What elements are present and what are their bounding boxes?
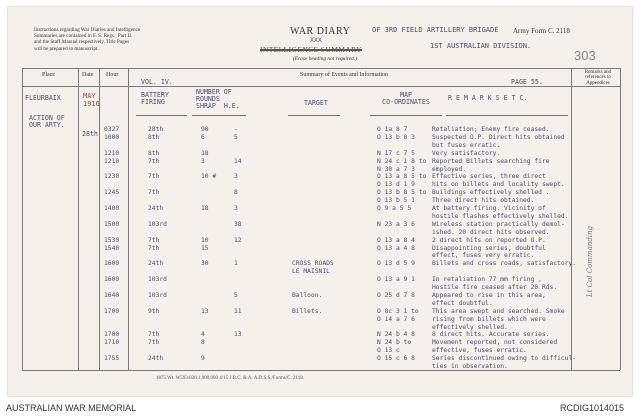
- instructions-block: [34, 27, 140, 52]
- row-target: Balloon.: [292, 291, 323, 299]
- row-remark: hits on billets and locality swept.: [432, 181, 565, 189]
- row-coordinates: N 17 c 7 5: [377, 149, 415, 157]
- col-remarks-line: references to: [585, 75, 611, 81]
- row-battery: 24th: [148, 260, 164, 268]
- row-battery: 103rd: [148, 291, 167, 299]
- row-target: CROSS ROADS: [292, 260, 334, 268]
- place-fleurbaix: FLEURBAIX: [25, 94, 61, 102]
- row-remark: Hostile fire ceased after 20 Rds.: [432, 284, 558, 291]
- page-stamp: 303: [574, 48, 596, 63]
- row-battery: 7th: [148, 244, 160, 252]
- header-underline: [370, 115, 442, 116]
- row-remark: ties in observation.: [432, 363, 508, 370]
- row-remark: effect, fuses very erratic.: [432, 252, 535, 260]
- header-underline: [446, 115, 568, 116]
- row-shrap: 3: [201, 157, 205, 165]
- header-underline: [192, 115, 246, 116]
- row-coordinates: O 15 c 6 8: [377, 355, 415, 363]
- row-shrap: 15: [201, 244, 209, 252]
- rounds-header: [196, 89, 240, 110]
- row-hour: 1600: [104, 260, 120, 268]
- row-shrap: 13: [201, 307, 209, 315]
- battery-header: [141, 92, 169, 106]
- row-hour: 1700: [104, 307, 120, 315]
- row-coordinates: N 23 a 3 6: [377, 220, 415, 228]
- place-action: ACTION OF: [29, 114, 65, 122]
- col-hour: Hour: [106, 72, 119, 78]
- place-arty: OUR ARTY.: [29, 121, 65, 129]
- row-coordinates: O 1a 8 7: [377, 126, 408, 133]
- archive-name: AUSTRALIAN WAR MEMORIAL: [6, 403, 137, 413]
- row-battery: 7th: [148, 331, 160, 339]
- row-he: -: [234, 126, 238, 133]
- row-coordinates: O 13 b 8 5 to: [377, 189, 427, 197]
- archive-id: RCDIG1014015: [560, 403, 625, 413]
- frame-bottom-line: [22, 370, 620, 371]
- row-remark: employed.: [432, 165, 467, 173]
- row-remark: Appeared to rise in this area,: [432, 291, 546, 299]
- instruction-line: Instructions regarding War Diaries and Intelligence: [34, 27, 141, 33]
- war-diary-page: [8, 7, 632, 396]
- row-shrap: 10: [201, 236, 209, 244]
- header-underline: [288, 115, 340, 116]
- row-shrap: 90: [201, 126, 209, 133]
- date-month: MAY: [83, 92, 96, 100]
- row-he: 5: [234, 291, 238, 299]
- map-header-line: CO-ORDINATES: [382, 98, 430, 106]
- row-target: LE MAISNIL: [292, 268, 330, 276]
- row-he: 3: [234, 173, 238, 181]
- row-battery: 7th: [148, 189, 160, 197]
- row-he: 11: [234, 307, 242, 315]
- row-battery: 7th: [148, 236, 160, 244]
- row-shrap: 4: [201, 331, 205, 339]
- row-remark: Retaliation; Enemy fire ceased.: [432, 126, 550, 133]
- row-coordinates: O 13 a 9 1: [377, 276, 415, 284]
- row-he: 14: [234, 157, 242, 165]
- row-hour: 1230: [104, 173, 120, 181]
- row-shrap: 10 #: [201, 173, 217, 181]
- row-hour: 1600: [104, 276, 120, 284]
- row-battery: 9th: [148, 307, 160, 315]
- row-shrap: 9: [201, 355, 205, 363]
- row-he: 12: [234, 236, 242, 244]
- row-remark: hostile flashes effectively shelled.: [432, 212, 569, 220]
- rounds-subheader: [196, 103, 240, 110]
- commander-signature: Lt Col Commanding: [586, 226, 594, 297]
- row-coordinates: O 13 a 4 8: [377, 244, 415, 252]
- row-battery: 103rd: [148, 276, 167, 284]
- row-coordinates: O 13 d 1 9: [377, 181, 415, 189]
- row-coordinates: O 14 a 7 6: [377, 315, 415, 323]
- volume-label: VOL. IV.: [141, 78, 173, 86]
- rounds-header-line: NUMBER OF: [196, 88, 232, 96]
- row-remark: 8 direct hits. Accurate series.: [432, 331, 550, 339]
- print-footer: 1875 Wt. W593/826 1,000,000 4/15 J.B.C. & A. A.D.S.S./Forms/C. 2118.: [156, 376, 304, 381]
- row-battery: 8th: [148, 149, 160, 157]
- row-remark: Reported Billets searching fire: [432, 157, 550, 165]
- date-year: 1916: [83, 100, 100, 108]
- row-remark: effectively shelled.: [432, 323, 508, 331]
- row-battery: 24th: [148, 355, 164, 363]
- row-remark: Wireless station practically demol-: [432, 220, 565, 228]
- row-hour: 1000: [104, 133, 120, 141]
- row-he: 38: [234, 220, 242, 228]
- row-remark: Buildings effectively shelled .: [432, 189, 550, 197]
- frame-header-line: [22, 86, 620, 87]
- row-battery: 103rd: [148, 220, 167, 228]
- hour-summary-divider: [128, 68, 129, 370]
- row-battery: 8th: [148, 133, 160, 141]
- row-coordinates: N 24 b to: [377, 339, 412, 347]
- row-coordinates: O 13 a 8 4: [377, 236, 415, 244]
- map-header: [376, 92, 436, 106]
- date-hour-divider: [99, 68, 100, 370]
- row-remark: Very satisfactory.: [432, 149, 501, 157]
- row-remark: Billets and cross roads, satisfactory.: [432, 260, 577, 268]
- row-remark: This area swept and searched. Smoke: [432, 307, 565, 315]
- row-battery: 28th: [148, 126, 164, 133]
- remarks-etc-header: R E M A R K S E T C.: [448, 94, 528, 102]
- erase-note: (Erase heading not required.): [293, 56, 357, 62]
- row-coordinates: O 25 d 7 8: [377, 291, 415, 299]
- row-he: 1: [234, 260, 238, 268]
- row-battery: 24th: [148, 205, 164, 212]
- row-remark: rising from billets which were: [432, 315, 546, 323]
- row-hour: 1530: [104, 236, 120, 244]
- row-remark: In retaliation 77 mm firing ,: [432, 276, 542, 284]
- map-header-line: MAP: [400, 91, 412, 99]
- row-hour: 1640: [104, 291, 120, 299]
- row-coordinates: N 24 c 1 8 to: [377, 157, 427, 165]
- row-coordinates: O 9 a 5 5: [377, 205, 412, 212]
- col-remarks: [577, 70, 619, 86]
- col-summary: Summary of Events and Information: [300, 72, 388, 78]
- frame-left-line: [22, 68, 23, 370]
- shrap-header: SHRAP: [196, 102, 216, 110]
- row-hour: 1540: [104, 244, 120, 252]
- row-shrap: 18: [201, 205, 209, 212]
- row-he: 3: [234, 205, 238, 212]
- row-coordinates: O 13 d 5 9: [377, 260, 415, 268]
- row-shrap: 30: [201, 260, 209, 268]
- unit-name: OF 3RD FIELD ARTILLERY BRIGADE: [372, 26, 499, 34]
- row-hour: 1710: [104, 339, 120, 347]
- row-hour: 1755: [104, 355, 120, 363]
- row-remark: Effective series, three direct: [432, 173, 546, 181]
- row-remark: Disappointing series, doubtful: [432, 244, 546, 252]
- target-header: TARGET: [304, 99, 328, 107]
- battery-header-line: FIRING: [141, 98, 165, 106]
- summary-remarks-divider: [571, 68, 572, 370]
- date-day: 28th: [82, 130, 98, 138]
- instruction-line: Summaries are contained in F. S. Regs., Part II.: [34, 33, 133, 40]
- archive-footer: [0, 402, 640, 416]
- row-remark: Series discontinued owing to difficul-: [432, 355, 577, 363]
- struck-heading-text: INTELLIGENCE SUMMARY: [260, 45, 362, 54]
- header-underline: [136, 115, 187, 116]
- frame-top-line: [22, 68, 620, 69]
- struck-heading: [260, 45, 362, 54]
- page-label: PAGE 55.: [511, 78, 543, 86]
- row-remark: 2 direct hits on reported O.P.: [432, 236, 546, 244]
- row-shrap: 6: [201, 133, 205, 141]
- frame-right-line: [620, 68, 621, 370]
- row-he: 5: [234, 133, 238, 141]
- division-name: 1ST AUSTRALIAN DIVISION.: [430, 42, 532, 50]
- row-hour: 1500: [104, 220, 120, 228]
- he-header: H.E.: [223, 102, 240, 110]
- row-coordinates: O 13 c: [377, 347, 400, 355]
- row-target: Billets.: [292, 307, 323, 315]
- row-remark: effective, fuses erratic.: [432, 347, 527, 355]
- row-remark: ished. 20 direct hits observed.: [432, 228, 550, 236]
- row-hour: 1400: [104, 205, 120, 212]
- row-shrap: 18: [201, 149, 209, 157]
- row-remark: Movement reported, not considered: [432, 339, 558, 347]
- row-shrap: 8: [201, 339, 205, 347]
- instruction-line: and the Staff Manual respectively. Title Pages: [34, 39, 130, 46]
- diary-title: WAR DIARY: [290, 26, 351, 37]
- row-coordinates: N 24 b 4 8: [377, 331, 415, 339]
- row-remark: Three direct hits obtained.: [432, 197, 535, 205]
- row-hour: 1245: [104, 189, 120, 197]
- row-battery: 7th: [148, 339, 160, 347]
- row-remark: Suspected O.P. Direct hits obtained: [432, 133, 565, 141]
- rounds-header-line: ROUNDS: [196, 95, 220, 103]
- row-hour: 1210: [104, 157, 120, 165]
- form-label: Army Form C. 2118: [513, 27, 570, 35]
- instruction-line: will be prepared in manuscript.: [34, 45, 99, 52]
- battery-header-line: BATTERY: [141, 91, 169, 99]
- row-battery: 7th: [148, 157, 160, 165]
- place-date-divider: [78, 68, 79, 370]
- row-hour: 1210: [104, 149, 120, 157]
- col-date: Date: [82, 72, 94, 78]
- row-coordinates: O 13 b 5 1: [377, 197, 415, 205]
- xxx-mark: XXX: [310, 36, 322, 44]
- row-coordinates: O 13 a 8 5 to: [377, 173, 427, 181]
- col-remarks-line: Appendices: [586, 80, 610, 86]
- row-hour: 0327: [104, 126, 120, 133]
- row-coordinates: O 13 b 0 3: [377, 133, 415, 141]
- row-he: 8: [234, 189, 238, 197]
- row-he: 13: [234, 331, 242, 339]
- row-coordinates: N 30 a 7 3: [377, 165, 415, 173]
- row-remark: effect doubtful.: [432, 299, 493, 307]
- row-remark: At battery firing. Vicinity of: [432, 205, 546, 212]
- col-remarks-line: Remarks and: [584, 70, 612, 75]
- row-hour: 1700: [104, 331, 120, 339]
- col-place: Place: [42, 72, 55, 78]
- row-coordinates: O 8c 3 1 to: [377, 307, 419, 315]
- row-battery: 7th: [148, 173, 160, 181]
- row-remark: but fuses erratic.: [432, 141, 501, 149]
